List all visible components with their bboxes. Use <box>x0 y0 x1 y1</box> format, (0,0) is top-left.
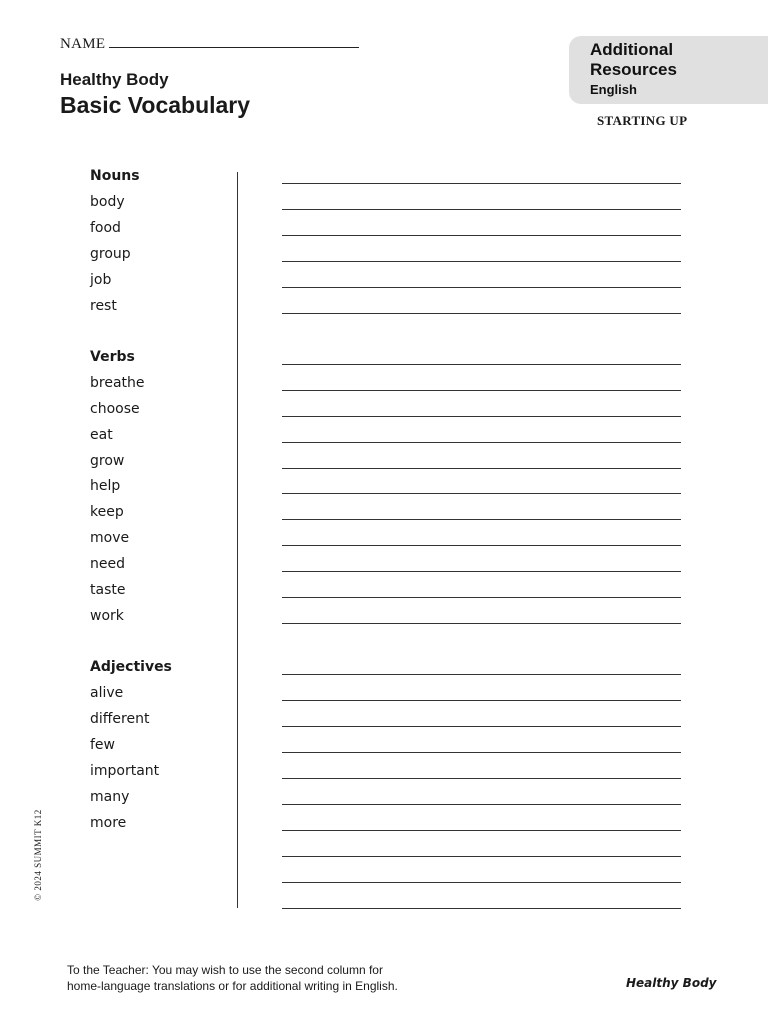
writing-line[interactable] <box>282 623 681 624</box>
writing-line[interactable] <box>282 571 681 572</box>
section-heading-nouns: Nouns <box>90 168 140 184</box>
badge-language: English <box>590 82 637 97</box>
vocab-word: group <box>90 245 131 262</box>
writing-line[interactable] <box>282 468 681 469</box>
writing-line[interactable] <box>282 597 681 598</box>
writing-line[interactable] <box>282 364 681 365</box>
vocab-word: choose <box>90 400 140 417</box>
vocab-word: food <box>90 219 121 236</box>
writing-line[interactable] <box>282 442 681 443</box>
writing-line[interactable] <box>282 313 681 314</box>
writing-line[interactable] <box>282 674 681 675</box>
vocab-word: breathe <box>90 374 145 391</box>
writing-line[interactable] <box>282 726 681 727</box>
vocab-word: important <box>90 762 160 779</box>
writing-line[interactable] <box>282 804 681 805</box>
vocab-word: help <box>90 478 121 495</box>
writing-line[interactable] <box>282 390 681 391</box>
vocab-word: work <box>90 608 124 625</box>
vocab-word: taste <box>90 582 126 599</box>
writing-line[interactable] <box>282 908 681 909</box>
vocab-word: many <box>90 788 130 805</box>
writing-line[interactable] <box>282 183 681 184</box>
writing-line[interactable] <box>282 882 681 883</box>
vocab-word: body <box>90 193 125 210</box>
teacher-note-line: To the Teacher: You may wish to use the second column for <box>67 963 383 977</box>
writing-line[interactable] <box>282 416 681 417</box>
writing-line[interactable] <box>282 261 681 262</box>
writing-line[interactable] <box>282 519 681 520</box>
name-blank-line[interactable] <box>109 35 359 48</box>
name-field[interactable] <box>60 35 359 53</box>
vocab-word: eat <box>90 426 113 443</box>
writing-line[interactable] <box>282 856 681 857</box>
copyright-notice: © 2024 SUMMIT K12 <box>33 809 43 901</box>
vocab-word: need <box>90 556 125 573</box>
writing-line[interactable] <box>282 700 681 701</box>
writing-line[interactable] <box>282 287 681 288</box>
vocab-word: keep <box>90 504 124 521</box>
vocab-word: different <box>90 711 150 728</box>
writing-line[interactable] <box>282 235 681 236</box>
section-heading-adjectives: Adjectives <box>90 659 172 676</box>
vocab-word: more <box>90 814 127 831</box>
writing-line[interactable] <box>282 830 681 831</box>
writing-line[interactable] <box>282 209 681 210</box>
writing-line[interactable] <box>282 752 681 753</box>
page-title: Basic Vocabulary <box>60 92 251 118</box>
column-divider <box>237 172 238 908</box>
vocab-word: job <box>90 271 112 288</box>
vocab-word: grow <box>90 452 125 469</box>
unit-title: Healthy Body <box>60 70 169 89</box>
vocab-word: alive <box>90 685 124 702</box>
section-label: STARTING UP <box>597 113 688 128</box>
badge-line-2: Resources <box>590 60 677 79</box>
vocab-word: move <box>90 530 130 547</box>
vocab-word: rest <box>90 297 117 314</box>
writing-line[interactable] <box>282 545 681 546</box>
writing-line[interactable] <box>282 493 681 494</box>
teacher-note <box>67 962 398 994</box>
vocab-word: few <box>90 737 115 753</box>
resource-badge <box>569 36 768 104</box>
writing-line[interactable] <box>282 778 681 779</box>
teacher-note-line: home-language translations or for additional writing in English. <box>67 979 398 993</box>
name-label: NAME <box>60 36 106 52</box>
section-heading-verbs: Verbs <box>90 348 135 365</box>
footer-unit-name: Healthy Body <box>626 976 717 990</box>
badge-line-1: Additional <box>590 40 674 59</box>
